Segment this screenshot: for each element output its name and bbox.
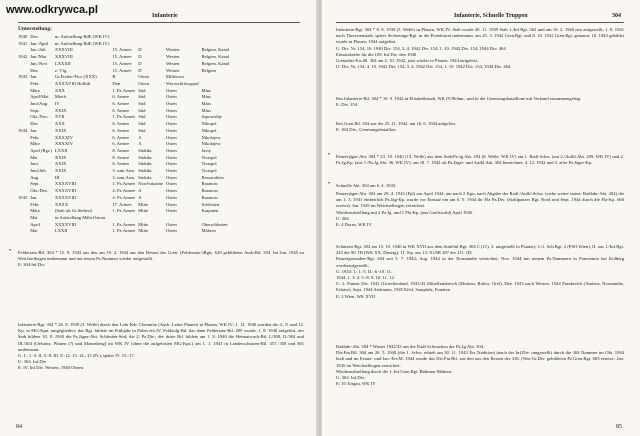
table-row [18, 195, 232, 202]
table-cell: 8. Armee [112, 147, 130, 153]
table-cell: 3. rum.Arm. [112, 168, 136, 174]
table-cell: Nikolajew [201, 141, 221, 147]
table-cell: Osten [165, 87, 177, 93]
table-cell: Osten [138, 80, 149, 86]
entry-bullet: • [9, 248, 12, 254]
table-cell: in Aufstellung Mähr.Ostrau [54, 214, 106, 220]
table-cell: Millerovo [165, 74, 185, 80]
table-cell [18, 168, 30, 175]
table-cell: A [138, 188, 142, 194]
table-cell [138, 41, 166, 48]
table-cell: Mius [201, 87, 211, 93]
table-cell: Osten [138, 74, 149, 80]
table-cell: A [138, 194, 142, 200]
table-cell [18, 228, 30, 235]
table-cell: Jan. [30, 194, 38, 200]
table-cell: 6. Armee [112, 101, 130, 107]
table-cell: Osten [165, 168, 177, 174]
table-cell: 1945 [18, 194, 28, 200]
table-cell: XXIX [54, 161, 67, 167]
table-cell: Osten [165, 228, 177, 234]
table-row [18, 47, 232, 54]
table-cell: 6. Armee [112, 121, 130, 127]
table-cell: 1941 [18, 40, 28, 46]
table-cell [138, 215, 166, 222]
table-cell: Süd [138, 127, 146, 133]
table-cell: Nikopol [201, 127, 217, 133]
table-cell: Mius [201, 94, 211, 100]
infanterie-entry: Infanterie-Rgt. 304 * 26. 8. 1939 (3. Welle) durch den Lehr Kdr. Chemnitz (Ausb. Leiter Plauen) in Plauen, WK IV; 1. 12. 1940 wurden die 4., 8. und 12. Kp. in MG-Kpn. umgegliedert; das Rgt. bildete im Frühjahr in Polen ein IV. Feldzulg-Btl. das dann Feldersatz-Btl. 209 wurde; 1. 8. 1940 aufgelöst, der Stab bildete 10. 8. 1940 die Pz.Jäger-Abt. Schlesien-Süd; die 2. Pz.Div.; der dritte Btl. bildete am 1. 8. 1940 die Heimatwach-Btl. L/308, II./304 und III./304 (Oelsnitz, Plauen (?) und Mannsberg) im WK IV (ohne die aufgelösten MG-Kps.) am 1. 1. 1941 in Landesschützen-Btl. 357, 358 und 361 umbenannt. G: I.: 1.-4. II. 5.-8. III. 9.-12. 13. 14., 15 (Pi.), später IV. 15.-17. U: 304. Inf.Div. E: IV. Inf.Div. Westen, 1940 Oberst [18, 322, 304, 371]
table-cell: Süd [138, 107, 146, 113]
table-cell [18, 114, 30, 121]
table-cell: Nikopol [201, 121, 217, 127]
table-cell: 6. Armee [112, 134, 130, 140]
panzerjaeger-entry: Panzerjäger-Abt. 304 * 23. 10. 1940 (13. Welle) aus dem Stab/Pz.Jg.Abt. 294 (8. Welle, WK IV) am 1. Radf.Schw. (am 2./Aufkl.Abt. 209, WK IV) und 2. Pz.Jg.Kp. (aus 1./Pz.Jg.Abt. 36, WK IV); am 18. 7. 1942 als Pz.Jäger- und Aufkl.Abt. 304 bezeichnet; 3. 12. 1942 und 3. aller Pz.Jäger-Kp. [336, 154, 624, 166]
table-cell: Tiraspol [201, 161, 217, 167]
table-cell [18, 68, 30, 75]
table-cell: Osten [165, 101, 177, 107]
table-cell: Schlesien [201, 201, 220, 207]
table-cell: XXX [54, 121, 65, 127]
table-cell: März [30, 141, 40, 147]
table-cell: 1944 [18, 127, 28, 133]
table-row [18, 114, 232, 121]
table-cell: Mai [30, 228, 38, 234]
table-row [18, 128, 232, 135]
table-cell: Karpaten [201, 208, 219, 214]
table-cell: Jassy [201, 147, 212, 153]
table-cell: 1. Pz.Armee [112, 208, 136, 214]
table-cell: Süd [138, 101, 146, 107]
table-row [18, 175, 232, 182]
table-cell: Okt./Nov. [30, 114, 49, 120]
table-cell [18, 222, 30, 229]
table-cell [112, 34, 138, 41]
table-cell: Mius [201, 101, 211, 107]
table-cell: 6. Armee [112, 141, 130, 147]
table-cell: Jun./Nov. [30, 60, 48, 66]
table-cell: Dez. [30, 67, 39, 73]
table-cell: Osten [165, 221, 177, 227]
feldersatz-entry: Feldersatz-Btl. 304 * 15. 9. 1943 aus den am 19. 2. 1944 aus den Resten des Gren. (Feldersatz-)Rgts. 620 gebildeten Ausb.Btl. 304. Im Jan. 1945 zu Weichselbogen umbenannt und mit neuen Pz.Nummer wieder aufgestellt. E: 304 Inf.Div. [18, 250, 304, 268]
table-cell: Mitte [138, 208, 149, 214]
table-row [18, 74, 232, 81]
table-cell: Gr.Fretter-Pico (XXX) [54, 74, 97, 80]
table-cell: Süd [138, 114, 146, 120]
table-cell: April/Mai [30, 94, 49, 100]
table-row [18, 141, 232, 148]
table-cell: Dez. [30, 121, 39, 127]
table-cell: Osten [165, 114, 177, 120]
table-cell: Osten [165, 181, 177, 187]
table-cell: D [138, 60, 142, 66]
table-cell: Westen [165, 60, 180, 66]
entry-bullet: • [328, 152, 331, 158]
table-cell: Osten [165, 141, 177, 147]
table-row [18, 208, 232, 215]
table-row [18, 41, 232, 48]
table-cell: Mitte [138, 228, 149, 234]
table-cell: Dez. [30, 34, 39, 39]
table-cell: Oberschlesien [201, 221, 228, 227]
table-cell: XXXXVIII [54, 221, 77, 227]
table-cell: D [138, 54, 142, 60]
table-cell: Osten [165, 107, 177, 113]
table-cell: 15. Armee [112, 60, 132, 66]
table-row [18, 215, 232, 222]
table-cell [18, 61, 30, 68]
table-cell: Westen [165, 54, 180, 60]
table-row [18, 135, 232, 142]
table-cell: 1940 [18, 34, 28, 39]
table-cell: XXXXVIII [54, 188, 77, 194]
table-cell [18, 175, 30, 182]
table-cell: Juni/Aug. [30, 101, 49, 107]
left-page-number: 84 [16, 424, 22, 430]
table-cell: IV [54, 101, 60, 107]
table-cell: März [30, 87, 40, 93]
table-cell: XXIX [54, 168, 67, 174]
table-cell: LXXII [54, 147, 68, 153]
table-cell [18, 188, 30, 195]
table-cell: Jan. [30, 127, 38, 133]
table-cell: III [54, 174, 60, 180]
table-cell: Jan. [30, 74, 38, 80]
table-cell: Süd [138, 94, 146, 100]
table-cell: Mitte [138, 201, 149, 207]
table-row [18, 155, 232, 162]
table-row [18, 61, 232, 68]
table-cell: 1942 [18, 54, 28, 60]
table-row [18, 148, 232, 155]
table-cell: m. Aufstellung BdE (WK IV) [54, 40, 110, 46]
table-cell: Süd [138, 87, 146, 93]
table-cell [18, 202, 30, 209]
table-cell: 15. Armee [112, 67, 132, 73]
table-cell: A [138, 141, 142, 147]
table-cell: 8. Armee [112, 154, 130, 160]
table-cell: A [138, 134, 142, 140]
table-cell: XXIX [54, 154, 67, 160]
table-cell: Belgien [201, 67, 216, 73]
table-cell: Aug. [30, 174, 40, 180]
table-cell: XXXXIV [54, 141, 74, 147]
table-cell: Mai [30, 214, 38, 220]
table-cell: 1. Pz.Armee [112, 181, 136, 187]
table-cell: Mius [201, 107, 211, 113]
table-cell [18, 121, 30, 128]
watermark: www.odkrywca.pl [6, 4, 98, 16]
unterstellung-table [18, 34, 232, 235]
table-cell [18, 88, 30, 95]
res-gren-entry: Res.Gren.Btl. 304 aus der 25. 11. 1942, am 16. 6. 1944 aufgelöst. E: 304 Div., Genesungsbataillon [336, 121, 457, 133]
table-cell [18, 161, 30, 168]
table-cell: XXXX [54, 201, 69, 207]
right-running-head: Infanterie, Schnelle Truppen [454, 13, 528, 19]
table-row [18, 222, 232, 229]
table-cell: März [30, 208, 40, 214]
table-cell [166, 215, 202, 222]
table-cell: XXX [54, 87, 65, 93]
table-cell: 3. rum.Arm. [112, 174, 136, 180]
table-cell [18, 148, 30, 155]
table-cell: Osten [165, 208, 177, 214]
table-cell: Osten [165, 121, 177, 127]
table-row [18, 54, 232, 61]
schnelle-entry: Schnelle Abt. 304 am 6. 4. 1943. [336, 183, 397, 188]
table-cell: Jan./April [30, 40, 49, 46]
table-cell: 1. Pz.Armee [112, 221, 136, 227]
table-cell: Baranow [201, 181, 219, 187]
table-cell: April [30, 221, 40, 227]
table-cell: Osten [165, 154, 177, 160]
table-cell [18, 155, 30, 162]
table-cell: Belgien, Kanal [201, 47, 230, 53]
table-cell: 15. Armee [112, 47, 132, 53]
res-infanterie-entry: Res.Infanterie-Btl. 304 * 10. 9. 1942 in Elisabethstadt, WK IV/Böhm., und in der Genesungsbataillone mit Verband zusammengelegt E: Div. 154 [336, 96, 581, 108]
table-cell: LXXXII [54, 60, 71, 66]
table-cell: Süd [138, 121, 146, 127]
top-entry: Infanterie-Rgt. 304 * 8. 9. 1939 (3. Welle) in Plauen, WK IV; Stab wurde 28. 11. 1939 Stab 1./Inf.Rgt. 362 und am 16. 2. 1940 neu aufgestellt; 1. 8. 1941 nach Theresienstadt, später Sicherungs-Rgt. in die Protektorat umbenannt, am 25. 3. 1942 Gren.Rgt. und 8. 10. 1942 Gren.Rgt. genannt; 10. 1943 gebildet wurde in Plauen; 1944 aufgelöst. U: Div. Nr. 154, 10. 1940 Div. 154, 3. 4. 1942 Div. 154, 1. 10. 1942 Div. 154, 1944 Div. 464 Einsatzkräfte für die 109. Inf.Div. den 1940 Grenadier-Ers.Bl. 304 am 2. 10. 1942, jetzt wieder in Plauen, 1944 aufgelöst. U: Div. Nr. 154, 4. 10. 1942 Div. 154, 3. 4. 1942 Div. 154, 1. 10. 1942 Div. 154, 1944 Div. 464. [336, 27, 624, 70]
table-cell: XVII [54, 114, 65, 120]
table-cell: Osten [165, 188, 177, 194]
table-cell: (Stab als Gr.Siebert) [54, 208, 93, 214]
table-cell: XXXXVIII [54, 194, 77, 200]
table-cell: z. Vfg. [54, 67, 68, 73]
radfahr-entry: Radfahr-Abt. 304 * Winter 1942/43 aus der Radf.Schwadron der Pz.Jg.Abt. 304. Die.Fm.Bil. 304 am 26. 5. 1940 (die 1. Schw. erhielt am 30. 11. 1943 Ers.Tradition) (nach der Inf.Div. umgestellt) durch die 304 Nummer im Okt. 1944 hieß und im Ersatz- und Jan.-Ers.M. 1944 wurde das Div.Fm.Btl. aus den aus den Resten der 336. (Neu-Gr.Div. gebildeten Pz.Gren.Rgt. 683 ersetzt.; Jan. 1945 im Weichselbogen vernichtet. Wiederaufstellung durch die 1. Inf.Gren.Rgt. Böhmen-Mähren. U: 304. Inf.Div. E: 10 Torgau, WK IV [336, 344, 624, 387]
table-row [18, 34, 232, 41]
table-cell: Juni/Juli [30, 168, 46, 174]
table-cell: Osten [165, 94, 177, 100]
left-page [0, 0, 318, 436]
right-header-number: 304 [612, 13, 621, 19]
table-cell: Osten [165, 174, 177, 180]
entry-bullet: • [328, 181, 331, 187]
table-cell [18, 101, 30, 108]
table-cell: Osten [165, 147, 177, 153]
table-cell: Jan./Mai [30, 54, 47, 60]
table-cell: 1943 [18, 74, 28, 80]
table-cell: LXXII [54, 228, 68, 234]
table-cell: Sept. [30, 181, 40, 187]
table-cell: Belgien, Kanal [201, 54, 230, 60]
table-cell: Mieth [54, 94, 66, 100]
table-cell: Jun./Juli [30, 47, 46, 53]
table-cell: Tiraspol [201, 168, 217, 174]
table-cell: 4. Pz.Armee [112, 194, 136, 200]
table-cell [112, 215, 138, 222]
table-row [18, 108, 232, 115]
table-cell: Nord-ukraine [138, 181, 163, 187]
table-cell: XXXVIII [54, 47, 73, 53]
table-cell: 17. Armee [112, 201, 132, 207]
right-page-number: 85 [616, 424, 622, 430]
table-title: Unterstellung: [18, 26, 52, 32]
table-cell [112, 41, 138, 48]
table-cell: Juni [30, 161, 38, 167]
table-cell: XXXXVIII [54, 181, 77, 187]
table-cell: XXXVIII [54, 54, 73, 60]
table-cell [18, 135, 30, 142]
table-cell: Osten [165, 127, 177, 133]
table-cell: D [138, 47, 142, 53]
table-cell: Nikolajew [201, 134, 221, 140]
table-row [18, 168, 232, 175]
table-cell: 6. Armee [112, 107, 130, 113]
table-cell: Osten [165, 201, 177, 207]
left-running-head: Infanterie [152, 13, 178, 19]
table-cell [18, 215, 30, 222]
table-row [18, 94, 232, 101]
table-cell: 1. Pz.Armee [112, 114, 136, 120]
table-cell: Belgien, Kanal [201, 60, 230, 66]
right-header-rule [336, 22, 624, 23]
table-cell: Südukr. [138, 174, 153, 180]
table-cell: D [138, 67, 142, 73]
table-cell: Febr. [30, 201, 40, 207]
table-cell: B [112, 74, 116, 80]
table-cell: XXIX [54, 127, 67, 133]
table-cell: 6. Armee [112, 94, 130, 100]
table-cell: Woroschilowgrad [165, 80, 199, 86]
table-row [18, 181, 232, 188]
table-cell: Okt./Dez. [30, 188, 49, 194]
table-cell [166, 34, 202, 41]
table-cell: Mähren [201, 228, 216, 234]
table-cell: Osten [165, 194, 177, 200]
table-cell: XXIX [54, 107, 67, 113]
panzerjaeger2-entry: Panzerjäger-Abt. 304 am 29. 4. 1943 (Fpl) am April 1944; am nach 2 Kpn. nach Abgabe der Radf./Aufkl.Schw. (siehe weiter unten: Radfahr-Abt. 304) die am 1. 3. 1941 einheitlich Pz.Jäg-Kp. wurde vor Einsatz ein am 6. 5. 1944 ihr Fla Pz.Div. (Stahlpanzer Rgt. Nord und Sept. 1944 durch die Fla-Kp. 660 ersetzt); Jan. 1945 im Weichselbogen vernichtet. Wiederaufstellung mit 2 Pz.Jg. und 1 Fla-Kp. (aus Greifswald) April 1945. U: 304 E: 4 Dorns, WK IV [336, 191, 624, 228]
table-cell [18, 108, 30, 115]
table-cell: Febr. [30, 80, 40, 86]
table-row [18, 161, 232, 168]
table-cell: 15. Armee [112, 54, 132, 60]
table-cell: Tiraspol [201, 154, 217, 160]
table-cell [18, 208, 30, 215]
table-row [18, 202, 232, 209]
table-cell [18, 181, 30, 188]
table-row [18, 228, 232, 235]
table-cell [18, 141, 30, 148]
table-cell: Bessarabien [201, 174, 224, 180]
table-row [18, 88, 232, 95]
table-cell [138, 34, 166, 41]
table-cell: m. Aufstellung BdE (WK IV) [54, 34, 110, 39]
table-cell: XXXXIV [54, 134, 74, 140]
table-cell: 6. Armee [112, 127, 130, 133]
table-cell: Westen [165, 47, 180, 53]
table-cell: XXXXVIII Hollidt [54, 80, 91, 86]
table-row [18, 101, 232, 108]
table-row [18, 121, 232, 128]
table-row [18, 68, 232, 75]
table-cell: Südukr. [138, 161, 153, 167]
table-cell [166, 41, 202, 48]
table-cell: Osten [165, 161, 177, 167]
table-cell: 4. Pz.Armee [112, 188, 136, 194]
left-header-rule [18, 22, 300, 23]
table-cell: 1. Pz.Armee [112, 87, 136, 93]
table-cell: Westen [165, 67, 180, 73]
table-cell: Südukr. [138, 154, 153, 160]
table-cell: Südukr. [138, 147, 153, 153]
table-cell: April (Rgt.) [30, 147, 52, 153]
table-row [18, 81, 232, 88]
table-cell: Baranow [201, 194, 219, 200]
table-cell: Baranow [201, 188, 219, 194]
table-cell [18, 81, 30, 88]
table-cell: Saporoshje [201, 114, 222, 120]
table-cell: 6. Armee [112, 161, 130, 167]
table-row [18, 188, 232, 195]
table-cell: Mai [30, 154, 38, 160]
schuetzen-entry: Schützen-Rgt. 304 am 15. 10. 1940 in WK XVII aus dem Stab/Inf.Rgt. 304 C (11), 3. umgestellt in Plauen); 3./1. Sch.Rgt. 2 (PSO Wien), II. aus 1./Inf.Rgt. 243 der 90. ID (WK XX, Danzig); 11. Kp. aus 13. IG/SR 287 der 211. ID; Panzergrenadier-Rgt. 304 seit 5. 7. 1942; Aug. 1944 in der Normandie vernichtet; Nov. 1944 mit neuem Pz.Nummern in Pomerania bei Kolberg wiederaufgestellt. G: 1943: I.: 1.-5. II.: 6.-10. 11. 1944: 1. 3. 4. 5.-8. 9. 10. 11. 12. U: 2. Panzer Div. 1941 (Griechenland, 1941/43 Mittelfrankreich (Moskau, Ralow, Orel), Dez. 1943 nach Westen, 1944 Frankreich (Amiens, Normandie, Falaise), Sept. 1944 Ardennen, 1945 Eifel, Saarpfalz, Franken E: 2 Wien, WK XVII [336, 244, 624, 299]
table-cell: Südukr. [138, 168, 153, 174]
table-cell: 1. Pz.Armee [112, 228, 136, 234]
table-cell: Osten [165, 134, 177, 140]
right-page [322, 0, 640, 436]
table-cell: Mitte [138, 221, 149, 227]
table-cell: Don [112, 80, 121, 86]
table-cell [18, 94, 30, 101]
table-cell: Sept. [30, 107, 40, 113]
table-cell [18, 47, 30, 54]
table-cell: Febr. [30, 134, 40, 140]
